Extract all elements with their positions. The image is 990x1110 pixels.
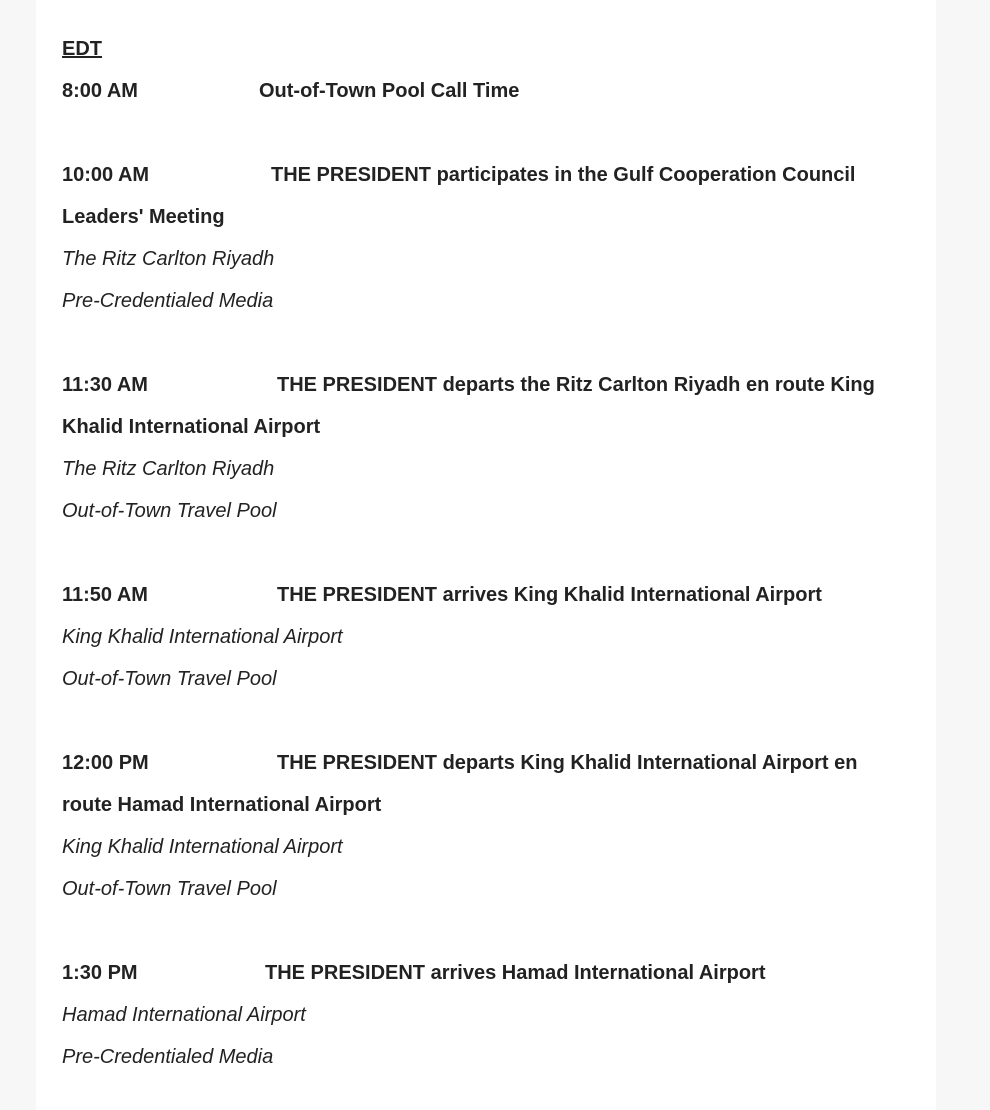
event-time: 10:00 AM [62,164,150,186]
event-time: 11:50 AM [62,584,148,606]
event-location: The Ritz Carlton Riyadh [62,248,275,270]
schedule-event [62,574,922,700]
event-title: Out-of-Town Pool Call Time [259,80,520,102]
event-title-line [62,364,922,406]
event-coverage: Pre-Credentialed Media [62,1046,274,1068]
event-title-continuation: Khalid International Airport [62,416,321,438]
schedule-event [62,364,922,532]
event-time: 11:30 AM [62,374,148,396]
timezone-label: EDT [62,38,102,60]
event-title-line [62,574,922,616]
event-coverage: Out-of-Town Travel Pool [62,878,277,900]
event-title-continuation: route Hamad International Airport [62,794,382,816]
event-coverage: Out-of-Town Travel Pool [62,500,277,522]
event-coverage: Out-of-Town Travel Pool [62,668,277,690]
event-location: The Ritz Carlton Riyadh [62,458,275,480]
schedule-event [62,70,922,112]
event-time: 1:30 PM [62,962,138,984]
event-time: 8:00 AM [62,80,138,102]
event-title: THE PRESIDENT participates in the Gulf Cooperation Council [271,164,856,186]
schedule-event [62,952,922,1078]
event-title-line [62,742,922,784]
event-title-line [62,952,922,994]
event-location: Hamad International Airport [62,1004,306,1026]
event-location: King Khalid International Airport [62,836,343,858]
schedule-event [62,154,922,322]
event-title-line [62,154,922,196]
event-title: THE PRESIDENT arrives King Khalid International Airport [277,584,822,606]
event-title: THE PRESIDENT departs King Khalid International Airport en [277,752,858,774]
event-title: THE PRESIDENT departs the Ritz Carlton Riyadh en route King [277,374,875,396]
event-title-line [62,70,922,112]
event-title-continuation: Leaders' Meeting [62,206,225,228]
event-coverage: Pre-Credentialed Media [62,290,274,312]
schedule-page [36,0,936,1110]
event-location: King Khalid International Airport [62,626,343,648]
schedule-event [62,742,922,910]
event-title: THE PRESIDENT arrives Hamad International Airport [265,962,766,984]
event-time: 12:00 PM [62,752,149,774]
